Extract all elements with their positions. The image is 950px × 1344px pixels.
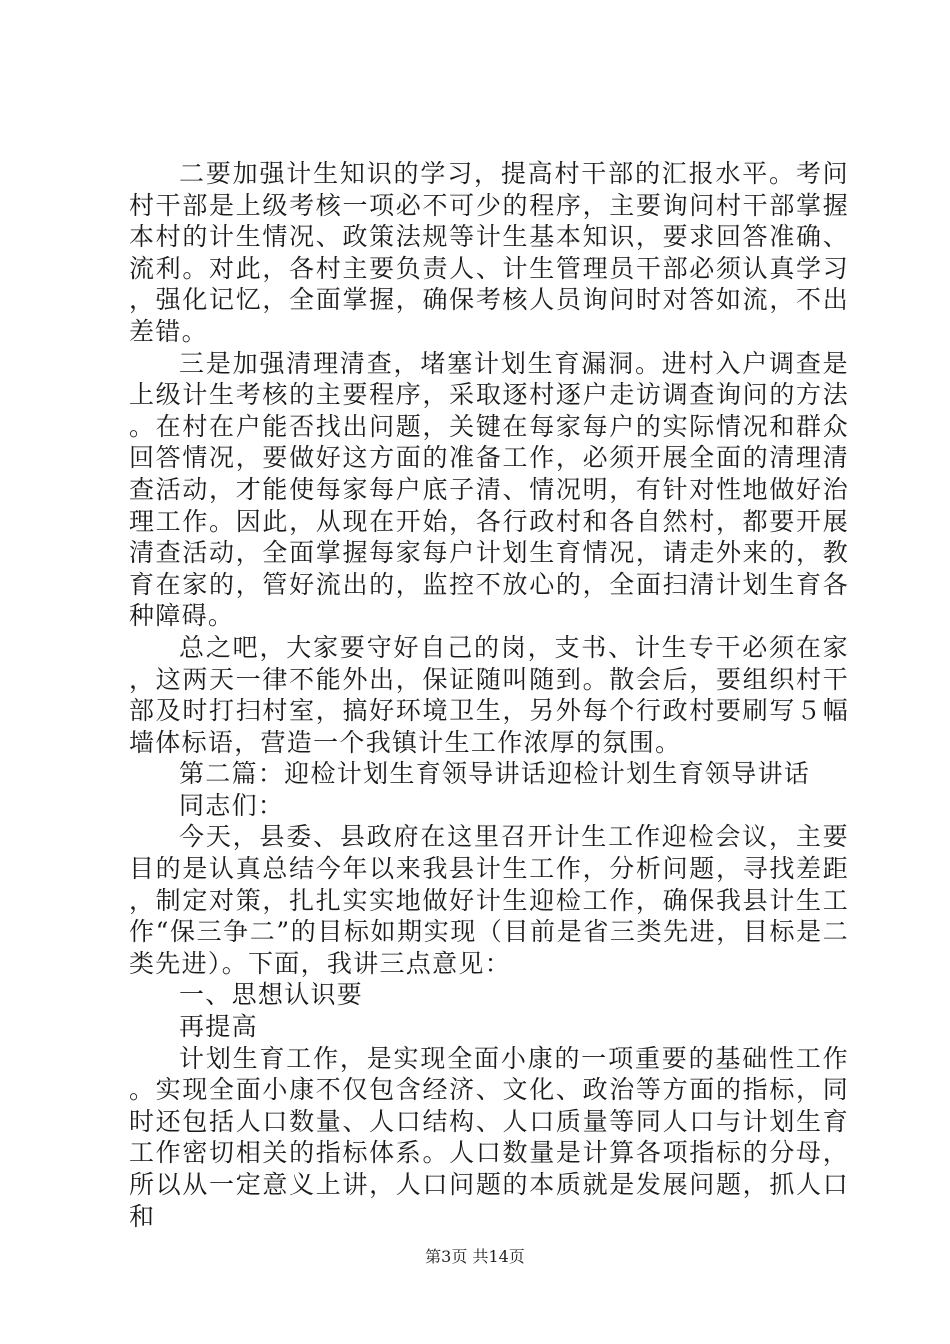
paragraph-inspection-cleanup: 三是加强清理清查，堵塞计划生育漏洞。进村入户调查是上级计生考核的主要程序，采取逐村逐户走访调查询问的方法。在村在户能否找出问题，关键在每家每户的实际情况和群众回答情况，要做好这方面的准备工作，必须开展全面的清理清查活动，才能使每家每户底子清、情况明，有针对性地做好治理工作。因此，从现在开始，各行政村和各自然村，都要开展清查活动，全面掌握每家每户计划生育情况，请走外来的，教育在家的，管好流出的，监控不放心的，全面扫清计划生育各种障碍。 [129,348,849,631]
paragraph-meeting-purpose: 今天，县委、县政府在这里召开计生工作迎检会议，主要目的是认真总结今年以来我县计生工作，分析问题，寻找差距，制定对策，扎扎实实地做好计生迎检工作，确保我县计生工作“保三争二”的目标如期实现（目前是省三类先进，目标是二类先进）。下面，我讲三点意见： [129,822,849,978]
document-body [129,158,849,1232]
paragraph-knowledge-study: 二要加强计生知识的学习，提高村干部的汇报水平。考问村干部是上级考核一项必不可少的程序，主要询问村干部掌握本村的计生情况、政策法规等计生基本知识，要求回答准确、流利。对此，各村主要负责人、计生管理员干部必须认真学习，强化记忆，全面掌握，确保考核人员询问时对答如流，不出差错。 [129,159,849,346]
salutation: 同志们： [179,790,285,820]
section-heading-part-two: 第二篇：迎检计划生育领导讲话迎检计划生育领导讲话 [179,759,811,789]
page-number-footer: 第3页 共14页 [425,1247,525,1266]
subheading-point-one-continued: 再提高 [179,1012,258,1042]
paragraph-summary: 总之吧，大家要守好自己的岗，支书、计生专干必须在家，这两天一律不能外出，保证随叫随到。散会后，要组织村干部及时打扫村室，搞好环境卫生，另外每个行政村要刷写５幅墙体标语，营造一个我镇计生工作浓厚的氛围。 [129,632,849,757]
subheading-point-one: 一、思想认识要 [179,980,364,1010]
paragraph-family-planning-importance: 计划生育工作，是实现全面小康的一项重要的基础性工作。实现全面小康不仅包含经济、文化、政治等方面的指标，同时还包括人口数量、人口结构、人口质量等同人口与计划生育工作密切相关的指标体系。人口数量是计算各项指标的分母，所以从一定意义上讲，人口问题的本质就是发展问题，抓人口和 [129,1043,849,1231]
